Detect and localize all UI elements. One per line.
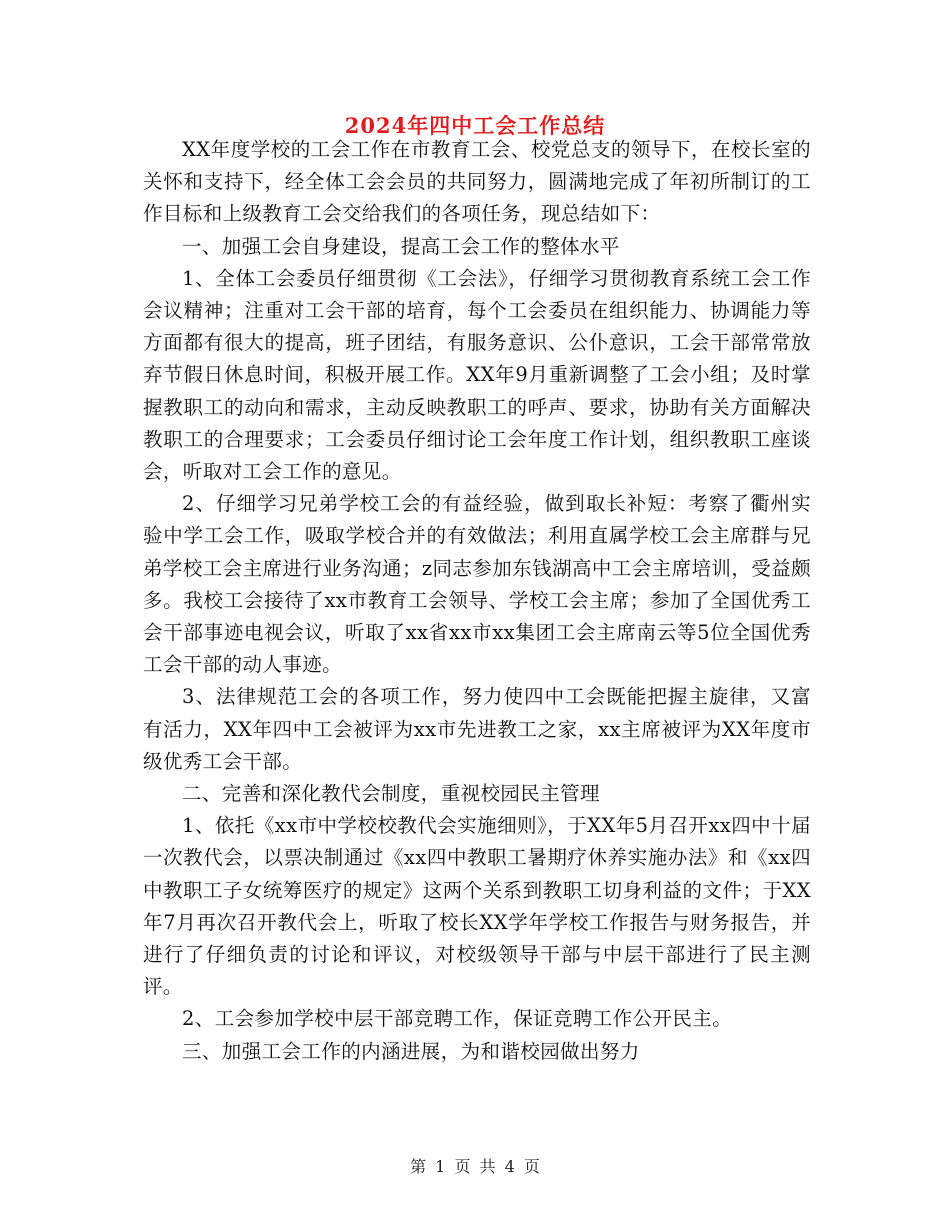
section-heading-2: 二、完善和深化教代会制度，重视校园民主管理	[182, 782, 600, 806]
section-heading-3: 三、加强工会工作的内涵进展，为和谐校园做出努力	[182, 1039, 640, 1063]
document-body	[143, 134, 811, 1068]
intro-paragraph: XX年度学校的工会工作在市教育工会、校党总支的领导下，在校长室的关怀和支持下，经全体工会会员的共同努力，圆满地完成了年初所制订的工作目标和上级教育工会交给我们的各项任务，现总结如下：	[143, 138, 811, 226]
document-title: 2024年四中工会工作总结	[344, 113, 606, 138]
body-paragraph: 1、全体工会委员仔细贯彻《工会法》，仔细学习贯彻教育系统工会工作会议精神；注重对工会干部的培育，每个工会委员在组织能力、协调能力等方面都有很大的提高，班子团结，有服务意识、公仆意识，工会干部常常放弃节假日休息时间，积极开展工作。XX年9月重新调整了工会小组；及时掌握教职工的动向和需求，主动反映教职工的呼声、要求，协助有关方面解决教职工的合理要求；工会委员仔细讨论工会年度工作计划，组织教职工座谈会，听取对工会工作的意见。	[143, 266, 811, 484]
body-paragraph: 2、工会参加学校中层干部竞聘工作，保证竞聘工作公开民主。	[182, 1007, 733, 1031]
body-paragraph: 2、仔细学习兄弟学校工会的有益经验，做到取长补短：考察了衢州实验中学工会工作，吸取学校合并的有效做法；利用直属学校工会主席群与兄弟学校工会主席进行业务沟通；z同志参加东钱湖高中工会主席培训，受益颇多。我校工会接待了xx市教育工会领导、学校工会主席；参加了全国优秀工会干部事迹电视会议，听取了xx省xx市xx集团工会主席南云等5位全国优秀工会干部的动人事迹。	[143, 492, 811, 677]
page-number-footer: 第 1 页 共 4 页	[410, 1157, 540, 1176]
body-paragraph: 1、依托《xx市中学校校教代会实施细则》，于XX年5月召开xx四中十届一次教代会，以票决制通过《xx四中教职工暑期疗休养实施办法》和《xx四中教职工子女统筹医疗的规定》这两个关系到教职工切身利益的文件；于XX年7月再次召开教代会上，听取了校长XX学年学校工作报告与财务报告，并进行了仔细负责的讨论和评议，对校级领导干部与中层干部进行了民主测评。	[143, 814, 811, 999]
body-paragraph: 3、法律规范工会的各项工作，努力使四中工会既能把握主旋律，又富有活力，XX年四中工会被评为xx市先进教工之家，xx主席被评为XX年度市级优秀工会干部。	[143, 685, 811, 773]
section-heading-1: 一、加强工会自身建设，提高工会工作的整体水平	[182, 234, 620, 258]
